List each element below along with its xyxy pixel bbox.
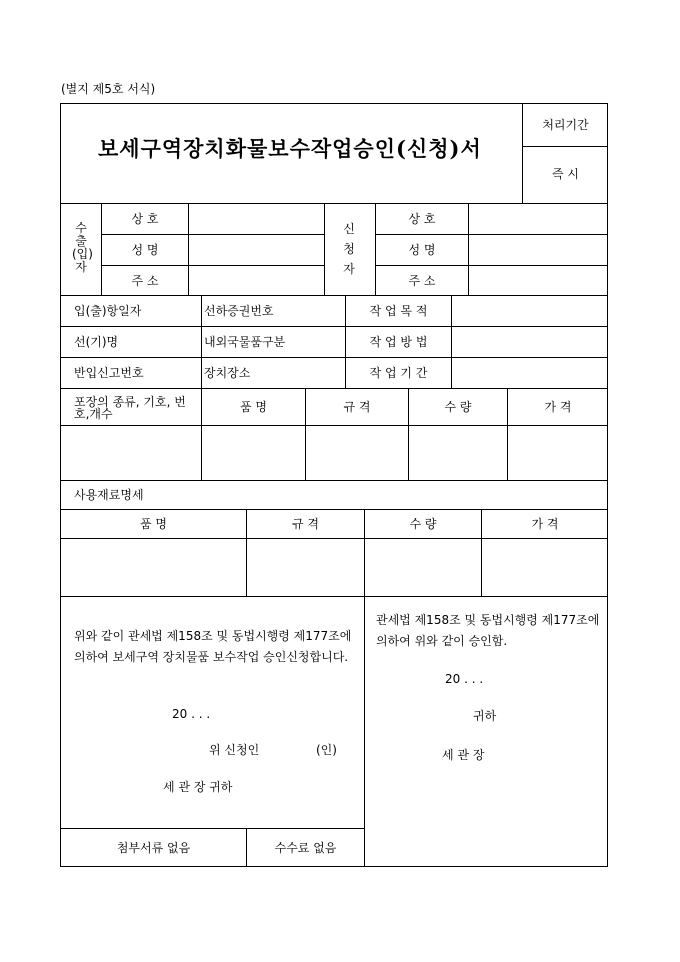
goods-header-spec: 규 격 xyxy=(343,400,371,414)
exporter-field-name: 상 호 xyxy=(131,212,159,226)
date-left: 20 . . . xyxy=(172,707,211,721)
info-row-2-right: 작 업 방 법 xyxy=(369,335,428,349)
materials-header-name: 품 명 xyxy=(140,517,167,531)
processing-period-value: 즉 시 xyxy=(552,167,579,181)
exporter-field-rep: 성 명 xyxy=(131,243,159,257)
form-title: 보세구역장치화물보수작업승인(신청)서 xyxy=(98,136,482,161)
exporter-label: 수출(입)자 xyxy=(72,221,93,274)
exporter-field-address: 주 소 xyxy=(131,274,159,288)
applicant-label: 신청자 xyxy=(343,222,355,276)
applicant-field-rep: 성 명 xyxy=(408,243,436,257)
goods-header-name: 품 명 xyxy=(240,400,267,414)
info-row-3-right: 작 업 기 간 xyxy=(369,366,428,380)
applicant-sign-label: 위 신청인 xyxy=(209,743,260,757)
materials-header-spec: 규 격 xyxy=(292,517,319,531)
date-right: 20 . . . xyxy=(445,672,484,686)
info-row-2-middle: 내외국물품구분 xyxy=(204,335,286,349)
goods-header-qty: 수 량 xyxy=(444,400,472,414)
form-note: (별지 제5호 서식) xyxy=(61,82,156,96)
addressee-left: 세 관 장 귀하 xyxy=(163,780,233,794)
goods-header-price: 가 격 xyxy=(544,400,572,414)
seal-mark: (인) xyxy=(316,743,337,757)
processing-period-label: 처리기간 xyxy=(542,118,589,132)
info-row-1-right: 작 업 목 적 xyxy=(369,304,428,318)
statement-left: 위와 같이 관세법 제158조 및 동법시행령 제177조에 의하여 보세구역 장치물품 보수작업 승인신청합니다. xyxy=(74,629,352,664)
applicant-field-address: 주 소 xyxy=(408,274,436,288)
applicant-field-name: 상 호 xyxy=(408,212,436,226)
fee-note: 수수료 없음 xyxy=(274,841,337,855)
info-row-1-middle: 선하증권번호 xyxy=(204,304,274,318)
info-row-1-left: 입(출)항일자 xyxy=(74,304,142,318)
materials-header-qty: 수 량 xyxy=(409,517,437,531)
packaging-label: 포장의 종류, 기호, 번호,개수 xyxy=(74,395,186,421)
materials-header-price: 가 격 xyxy=(531,517,559,531)
addressee-right-suffix: 귀하 xyxy=(473,709,497,723)
info-row-2-left: 선(기)명 xyxy=(74,335,119,349)
info-row-3-left: 반입신고번호 xyxy=(74,366,144,380)
statement-right: 관세법 제158조 및 동법시행령 제177조에 의하여 위와 같이 승인함. xyxy=(376,613,600,648)
attachments-note: 첨부서류 없음 xyxy=(116,841,191,855)
info-row-3-middle: 장치장소 xyxy=(204,366,251,380)
materials-title: 사용재료명세 xyxy=(74,488,144,502)
customs-chief: 세 관 장 xyxy=(442,748,485,762)
